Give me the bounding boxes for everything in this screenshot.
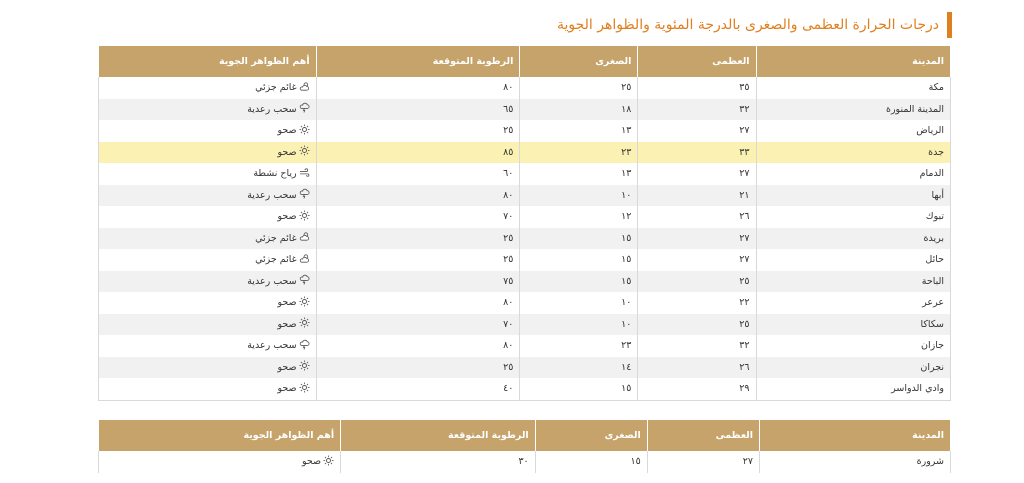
weather-label: صحو	[277, 297, 297, 309]
weather-condition	[247, 274, 309, 288]
sun-icon	[299, 382, 310, 396]
cell-humidity: ٧٠	[316, 206, 520, 228]
col-max-header: العظمى	[647, 420, 759, 451]
cell-min: ١٠	[520, 314, 638, 336]
cell-max: ٢٧	[638, 120, 756, 142]
cell-max: ٣٢	[638, 99, 756, 121]
cell-city: مكة	[756, 77, 950, 99]
cell-max: ٢٢	[638, 292, 756, 314]
cell-humidity: ٨٠	[316, 185, 520, 207]
cell-max: ٣٥	[638, 77, 756, 99]
col-city-header: المدينة	[760, 420, 951, 451]
cell-max: ٣٢	[638, 335, 756, 357]
table-row	[99, 357, 951, 379]
table-row	[99, 120, 951, 142]
weather-condition	[247, 102, 309, 116]
cell-max: ٢١	[638, 185, 756, 207]
cell-humidity: ٨٠	[316, 335, 520, 357]
cell-min: ١٣	[520, 120, 638, 142]
weather-condition	[255, 253, 310, 267]
cell-city: عرعر	[756, 292, 950, 314]
cell-humidity: ٢٥	[316, 228, 520, 250]
wind-icon	[299, 167, 310, 181]
cell-weather	[99, 99, 317, 121]
cell-city: جدة	[756, 142, 950, 164]
weather-condition	[253, 167, 309, 181]
cell-weather	[99, 77, 317, 99]
table-row	[99, 335, 951, 357]
cell-city: سكاكا	[756, 314, 950, 336]
weather-label: رياح نشطة	[253, 168, 297, 180]
cell-weather	[99, 314, 317, 336]
weather-label: سحب رعدية	[247, 275, 297, 287]
cell-humidity: ٢٥	[316, 120, 520, 142]
thunderstorm-icon	[299, 102, 310, 116]
weather-condition	[247, 339, 309, 353]
cell-humidity: ٧٠	[316, 314, 520, 336]
cell-weather	[99, 120, 317, 142]
cell-weather	[99, 249, 317, 271]
weather-label: صحو	[277, 125, 297, 137]
cell-humidity: ٦٥	[316, 99, 520, 121]
col-min-header: الصغرى	[535, 420, 647, 451]
cell-max: ٣٣	[638, 142, 756, 164]
page-title-block	[557, 12, 952, 38]
cell-humidity: ٧٥	[316, 271, 520, 293]
thunderstorm-icon	[299, 188, 310, 202]
cell-min: ١٥	[535, 451, 647, 473]
cell-max: ٢٥	[638, 314, 756, 336]
cell-min: ١٢	[520, 206, 638, 228]
cell-weather	[99, 142, 317, 164]
table-row	[99, 185, 951, 207]
table-row	[99, 292, 951, 314]
cell-city: الرياض	[756, 120, 950, 142]
table-row	[99, 378, 951, 400]
table-row	[99, 249, 951, 271]
cell-city: بريدة	[756, 228, 950, 250]
cell-weather	[99, 378, 317, 400]
cell-min: ٢٣	[520, 335, 638, 357]
weather-label: سحب رعدية	[247, 189, 297, 201]
sun-icon	[299, 360, 310, 374]
col-humidity-header: الرطوبة المتوقعة	[341, 420, 536, 451]
cell-humidity: ٣٠	[341, 451, 536, 473]
sun-icon	[299, 317, 310, 331]
table-header-row	[99, 46, 951, 77]
cell-weather	[99, 228, 317, 250]
cell-city: أبها	[756, 185, 950, 207]
weather-table-secondary	[98, 420, 951, 473]
cell-min: ١٥	[520, 228, 638, 250]
table-row	[99, 163, 951, 185]
weather-condition	[278, 317, 310, 331]
cell-weather	[99, 185, 317, 207]
page-title: درجات الحرارة العظمى والصغرى بالدرجة المئوية والظواهر الجوية	[556, 17, 939, 33]
cell-city: جازان	[756, 335, 950, 357]
sun-icon	[299, 210, 310, 224]
cell-min: ١٥	[520, 378, 638, 400]
cell-min: ١٠	[520, 185, 638, 207]
weather-label: سحب رعدية	[247, 103, 297, 115]
weather-condition	[278, 210, 310, 224]
thunderstorm-icon	[299, 339, 310, 353]
cell-city: المدينة المنورة	[756, 99, 950, 121]
table-row	[99, 142, 951, 164]
cell-humidity: ٨٥	[316, 142, 520, 164]
table-row	[99, 228, 951, 250]
weather-condition	[278, 296, 310, 310]
col-min-header: الصغرى	[520, 46, 638, 77]
cell-humidity: ٨٠	[316, 77, 520, 99]
weather-condition	[278, 145, 310, 159]
cell-city: شرورة	[760, 451, 951, 473]
cell-city: الدمام	[756, 163, 950, 185]
col-city-header: المدينة	[756, 46, 950, 77]
weather-label: صحو	[277, 146, 297, 158]
cell-max: ٢٥	[638, 271, 756, 293]
sun-icon	[323, 455, 334, 469]
cell-city: تبوك	[756, 206, 950, 228]
weather-condition	[302, 455, 334, 469]
weather-condition	[278, 124, 310, 138]
weather-condition	[278, 360, 310, 374]
cell-min: ٢٥	[520, 77, 638, 99]
cell-max: ٢٧	[638, 249, 756, 271]
col-weather-header: أهم الظواهر الجوية	[99, 46, 317, 77]
table-header-row	[99, 420, 951, 451]
weather-condition	[278, 382, 310, 396]
cell-weather	[99, 271, 317, 293]
col-humidity-header: الرطوبة المتوقعة	[316, 46, 520, 77]
cell-max: ٢٧	[647, 451, 759, 473]
cell-min: ٢٣	[520, 142, 638, 164]
weather-condition	[255, 81, 310, 95]
cell-min: ١٣	[520, 163, 638, 185]
weather-label: صحو	[277, 383, 297, 395]
cell-max: ٢٧	[638, 228, 756, 250]
weather-table-main	[98, 46, 951, 401]
table-row	[99, 451, 951, 473]
weather-label: صحو	[277, 211, 297, 223]
partly-cloudy-icon	[299, 81, 310, 95]
cell-max: ٢٦	[638, 206, 756, 228]
weather-condition	[255, 231, 310, 245]
weather-label: صحو	[302, 456, 322, 468]
thunderstorm-icon	[299, 274, 310, 288]
cell-min: ١٠	[520, 292, 638, 314]
weather-label: صحو	[277, 318, 297, 330]
cell-city: وادي الدواسر	[756, 378, 950, 400]
cell-max: ٢٧	[638, 163, 756, 185]
cell-weather	[99, 335, 317, 357]
partly-cloudy-icon	[299, 253, 310, 267]
col-max-header: العظمى	[638, 46, 756, 77]
weather-condition	[247, 188, 309, 202]
sun-icon	[299, 145, 310, 159]
table-row	[99, 77, 951, 99]
partly-cloudy-icon	[299, 231, 310, 245]
cell-max: ٢٦	[638, 357, 756, 379]
cell-humidity: ٢٥	[316, 249, 520, 271]
cell-max: ٢٩	[638, 378, 756, 400]
cell-humidity: ٢٥	[316, 357, 520, 379]
cell-humidity: ٨٠	[316, 292, 520, 314]
col-weather-header: أهم الظواهر الجوية	[99, 420, 341, 451]
cell-humidity: ٦٠	[316, 163, 520, 185]
cell-weather	[99, 357, 317, 379]
weather-label: سحب رعدية	[247, 340, 297, 352]
cell-city: نجران	[756, 357, 950, 379]
cell-min: ١٥	[520, 249, 638, 271]
weather-label: غائم جزئي	[255, 82, 297, 94]
cell-humidity: ٤٠	[316, 378, 520, 400]
cell-weather	[99, 206, 317, 228]
cell-city: الباحة	[756, 271, 950, 293]
table-row	[99, 99, 951, 121]
sun-icon	[299, 124, 310, 138]
cell-weather	[99, 451, 341, 473]
cell-min: ١٨	[520, 99, 638, 121]
cell-weather	[99, 163, 317, 185]
weather-label: غائم جزئي	[255, 232, 297, 244]
table-row	[99, 206, 951, 228]
cell-city: حائل	[756, 249, 950, 271]
cell-weather	[99, 292, 317, 314]
cell-min: ١٥	[520, 271, 638, 293]
sun-icon	[299, 296, 310, 310]
table-row	[99, 271, 951, 293]
table-row	[99, 314, 951, 336]
weather-label: غائم جزئي	[255, 254, 297, 266]
weather-label: صحو	[277, 361, 297, 373]
cell-min: ١٤	[520, 357, 638, 379]
